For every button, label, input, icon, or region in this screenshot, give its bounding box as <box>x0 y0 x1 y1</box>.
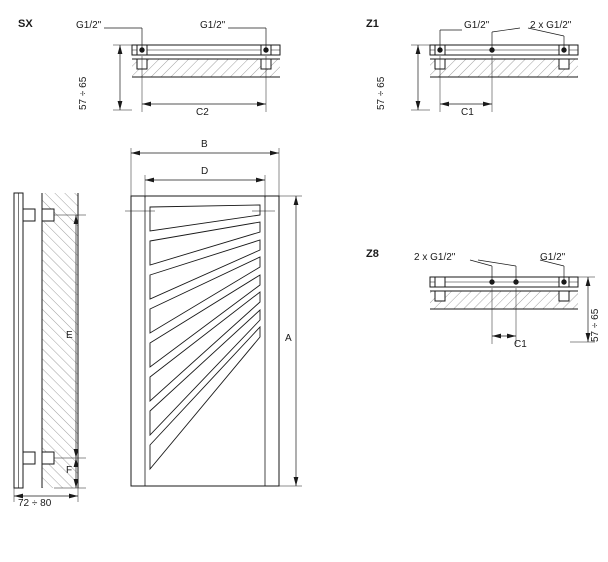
label-z8-connection-right: G1/2" <box>540 252 566 263</box>
label-z8-wall-offset: 57 ÷ 65 <box>590 308 601 342</box>
view-z1 <box>411 28 578 112</box>
label-front-d: D <box>201 166 209 177</box>
view-title-sx: SX <box>18 18 33 30</box>
label-z1-connection-left: G1/2" <box>464 20 490 31</box>
label-sx-c2: C2 <box>196 107 209 118</box>
view-sx <box>104 28 280 112</box>
label-sx-connection-right: G1/2" <box>200 20 226 31</box>
view-title-z1: Z1 <box>366 18 379 30</box>
label-front-a: A <box>285 333 292 344</box>
label-front-b: B <box>201 139 208 150</box>
label-side-depth: 72 ÷ 80 <box>18 498 52 509</box>
view-title-z8: Z8 <box>366 248 379 260</box>
view-front <box>125 148 302 486</box>
label-sx-connection-left: G1/2" <box>76 20 102 31</box>
label-z8-connection-left: 2 x G1/2" <box>414 252 456 263</box>
label-side-f: F <box>66 465 73 476</box>
label-side-e: E <box>66 330 73 341</box>
view-z8 <box>430 260 595 344</box>
label-z1-c1: C1 <box>461 107 474 118</box>
label-sx-wall-offset: 57 ÷ 65 <box>78 76 89 110</box>
label-z1-wall-offset: 57 ÷ 65 <box>376 76 387 110</box>
label-z1-connection-right: 2 x G1/2" <box>530 20 572 31</box>
label-z8-c1: C1 <box>514 339 527 350</box>
view-side <box>14 193 86 502</box>
